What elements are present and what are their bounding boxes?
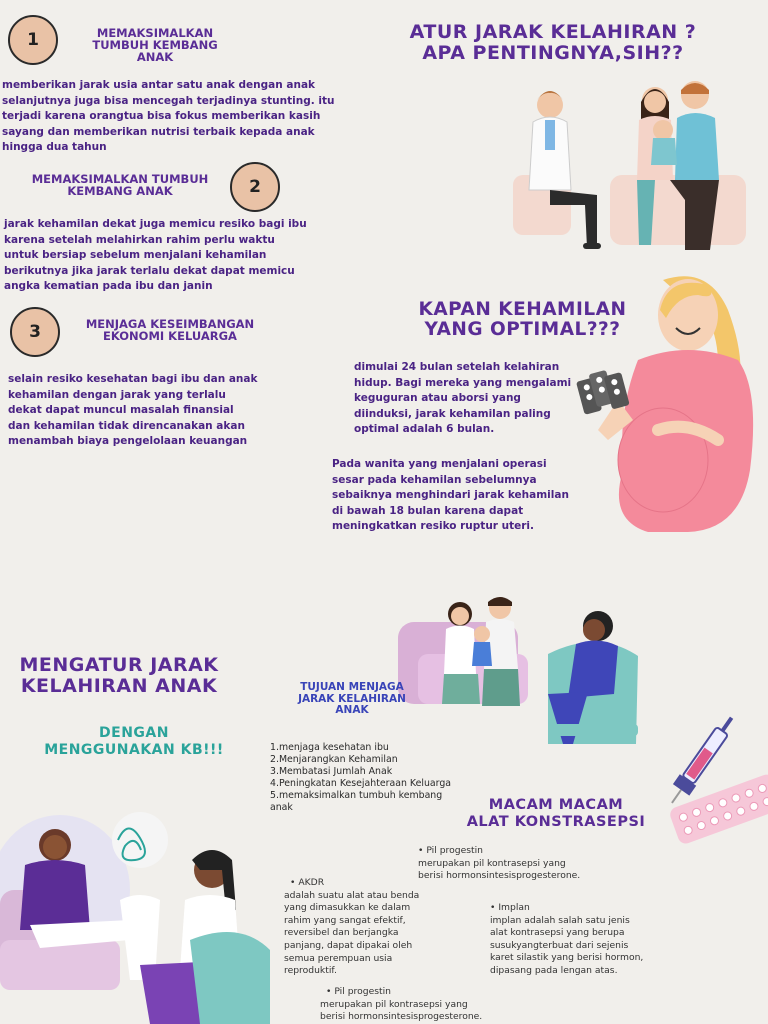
section3-body: selain resiko kesehatan bagi ibu dan anak kehamilan dengan jarak yang terlalu dekat dapat muncul masalah finansial dan kehamilan tidak direncanakan akan menambah biaya pengelolaan keuangan [8,373,258,447]
item-desc: merupakan pil kontrasepsi yang berisi hormonsintesisprogesterone. [418,857,581,882]
doctor-family-illustration [505,80,750,260]
section1-heading: MEMAKSIMALKAN TUMBUH KEMBANG ANAK [92,26,218,65]
bottom-subtitle: DENGAN MENGGUNAKAN KB!!! [44,725,224,758]
item-name: Pil progestin [334,986,391,997]
item-title-row [284,877,434,890]
item-desc: adalah suatu alat atau benda yang dimasukkan ke dalam rahim yang sangat efektif, reversibel dan berjangka panjang, dapat dipakai oleh semua perempuan usia reproduktif. [284,889,420,977]
goal-item-2: 2.Menjarangkan Kehamilan [270,754,398,765]
bottom-title: MENGATUR JARAK KELAHIRAN ANAK [19,654,219,697]
goal-item-3: 3.Membatasi Jumlah Anak [270,766,393,777]
number-badge-2: 2 [230,162,280,212]
main-title: ATUR JARAK KELAHIRAN ? APA PENTINGNYA,SIH?? [409,21,697,64]
bullet: • [290,877,296,888]
item-title-row [490,902,650,915]
section2-body: jarak kehamilan dekat juga memicu resiko bagi ibu karena setelah melahirkan rahim perlu waktu untuk bersiap sebelum menjalani kehamilan berikutnya jika jarak terlalu dekat dapat memicu angka kematian pada ibu dan janin [4,218,307,292]
goal-item-5: 5.memaksimalkan tumbuh kembang anak [270,790,443,813]
section3-heading: MENJAGA KESEIMBANGAN EKONOMI KELUARGA [85,317,255,344]
item-name: Implan [498,902,530,913]
bullet: • [418,845,424,856]
contraception-item-pil-progestin-bottom [320,986,495,1024]
contraception-heading: MACAM MACAM ALAT KONSTRASEPSI [466,797,646,830]
goal-item-4: 4.Peningkatan Kesejahteraan Keluarga [270,778,452,789]
optimal-para-1: dimulai 24 bulan setelah kelahiran hidup. Bagi mereka yang mengalami keguguran atau aborsi yang diinduksi, jarak kehamilan paling optimal adalah 6 bulan. [354,361,572,435]
contraception-item-implan [490,902,650,978]
section2-heading: MEMAKSIMALKAN TUMBUH KEMBANG ANAK [31,172,209,199]
bullet: • [490,902,496,913]
bullet: • [326,986,332,997]
goals-heading: TUJUAN MENJAGA JARAK KELAHIRAN ANAK [298,681,406,716]
counselling-illustration [0,800,270,1024]
pregnant-woman-illustration [568,270,768,535]
optimal-para-2: Pada wanita yang menjalani operasi sesar pada kehamilan sebelumnya sebaiknya menghindari jarak kehamilan di bawah 18 bulan karena dapat meningkatkan resiko ruptur uteri. [332,458,569,532]
item-name: AKDR [298,877,325,888]
section1-body: memberikan jarak usia antar satu anak dengan anak selanjutnya juga bisa mencegah terjadinya stunting. itu terjadi karena orangtua bisa fokus memberikan kasih sayang dan memberikan nutrisi terbaik kepada anak hingga dua tahun [2,79,335,153]
item-name: Pil progestin [426,845,483,856]
syringe-pills-illustration [638,710,768,860]
goals-list [270,742,460,814]
number-badge-3: 3 [10,307,60,357]
item-title-row [418,845,593,858]
goal-item-1: 1.menjaga kesehatan ibu [270,742,389,753]
item-title-row [320,986,495,999]
optimal-heading: KAPAN KEHAMILAN YANG OPTIMAL??? [418,299,627,340]
item-desc: merupakan pil kontrasepsi yang berisi hormonsintesisprogesterone. [320,998,483,1023]
item-desc: implan adalah salah satu jenis alat kontrasepsi yang berupa susukyangterbuat dari sejenis karet silastik yang berisi hormon, dipasang pada lengan atas. [490,914,644,976]
family-consultation-illustration [398,594,643,764]
contraception-item-pil-progestin-top [418,845,593,883]
contraception-item-akdr [284,877,434,978]
number-badge-1: 1 [8,15,58,65]
